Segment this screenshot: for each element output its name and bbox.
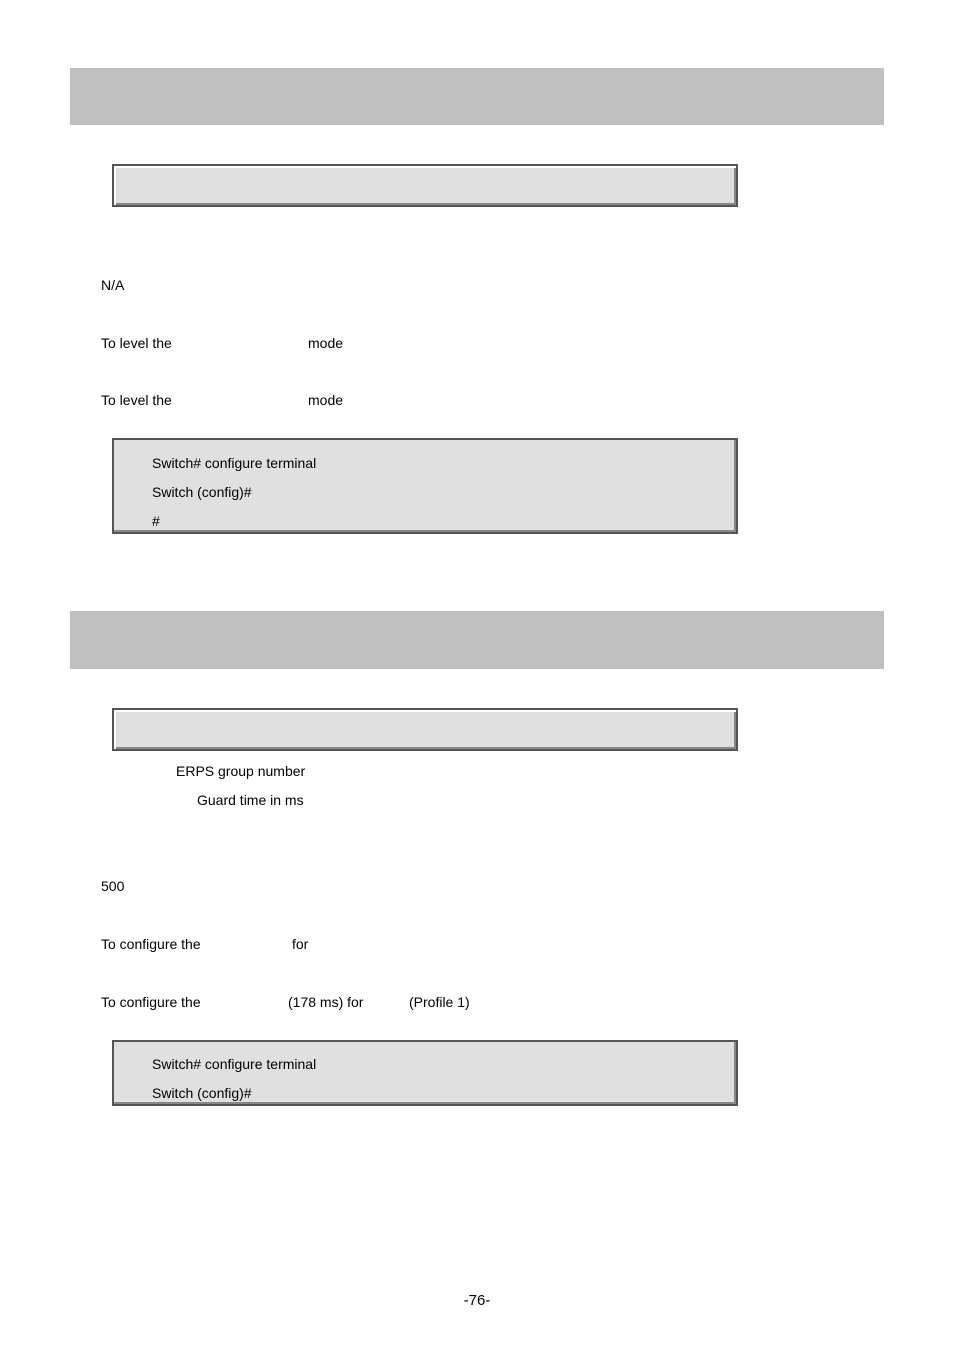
section-2-syntax-box bbox=[112, 708, 738, 751]
section-1-header-banner bbox=[70, 68, 884, 125]
param-erps-group-number: ERPS group number bbox=[176, 763, 306, 779]
param-guard-time: Guard time in ms bbox=[197, 792, 304, 808]
section-2-default-value: 500 bbox=[101, 878, 125, 894]
section-1-usage-prefix: To level the bbox=[101, 335, 172, 351]
code-line: # bbox=[152, 513, 160, 529]
section-1-default-value: N/A bbox=[101, 277, 125, 293]
section-1-syntax-box bbox=[112, 164, 738, 207]
code-line: Switch# configure terminal bbox=[152, 455, 317, 471]
code-line: Switch (config)# bbox=[152, 1085, 252, 1101]
section-2-usage-suffix: for bbox=[292, 936, 309, 952]
code-line: Switch# configure terminal bbox=[152, 1056, 317, 1072]
section-1-example-intro-prefix: To level the bbox=[101, 392, 172, 408]
section-2-example-intro-prefix: To configure the bbox=[101, 994, 201, 1010]
page-number: -76- bbox=[463, 1292, 491, 1309]
section-2-header-banner bbox=[70, 611, 884, 669]
section-2-example-intro-middle: (178 ms) for bbox=[288, 994, 364, 1010]
section-1-example-intro-suffix: mode bbox=[308, 392, 344, 408]
section-2-usage-prefix: To configure the bbox=[101, 936, 201, 952]
section-2-example-intro-suffix: (Profile 1) bbox=[409, 994, 470, 1010]
section-1-usage-suffix: mode bbox=[308, 335, 344, 351]
section-1-example-code-box bbox=[112, 438, 738, 534]
section-2-example-code-box bbox=[112, 1040, 738, 1106]
code-line: Switch (config)# bbox=[152, 484, 252, 500]
